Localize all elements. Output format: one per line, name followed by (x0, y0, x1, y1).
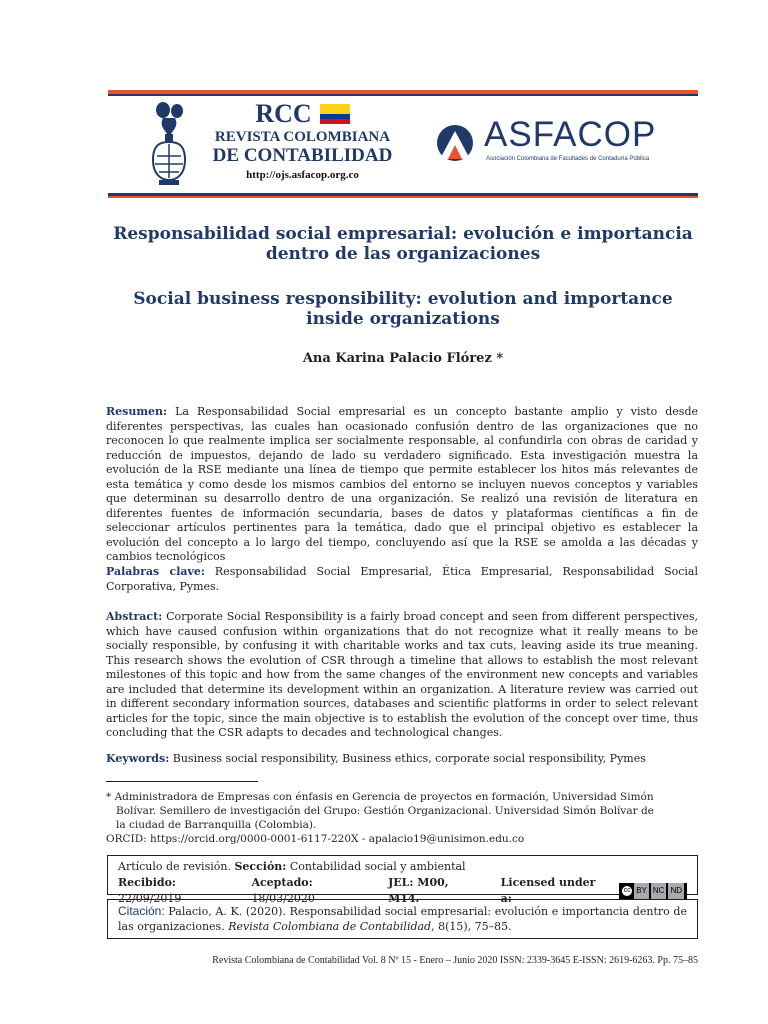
footnote-line3: la ciudad de Barranquilla (Colombia). (116, 819, 317, 831)
page-footer: Revista Colombiana de Contabilidad Vol. 8 Nº 15 - Enero – Junio 2020 ISSN: 2339-3645 E-ISSN: 2619-6263. Pp. 75–85 (212, 955, 698, 966)
article-info-box (107, 855, 698, 905)
keywords-english (106, 752, 698, 767)
abstract-label: Abstract: (106, 610, 163, 623)
recibido-value: 22/09/2019 (118, 892, 182, 905)
keywords-text: Business social responsibility, Business ethics, corporate social responsibility, Pymes (169, 752, 646, 765)
aceptado-label: Aceptado: (251, 876, 313, 889)
title-english: Social business responsibility: evolution and importance inside organizations (133, 289, 673, 329)
jel-label: JEL: (388, 876, 414, 889)
section-label: Sección: (234, 860, 287, 873)
citation-journal: Revista Colombiana de Contabilidad (228, 920, 432, 933)
citation-text-end: , 8(15), 75–85. (431, 920, 512, 933)
title-spanish: Responsabilidad social empresarial: evolución e importancia dentro de las organizaciones (113, 224, 693, 264)
section-value: Contabilidad social y ambiental (286, 860, 466, 873)
citation-label: Citación: (118, 904, 165, 918)
creative-commons-badge[interactable] (619, 883, 687, 899)
journal-name-line1: REVISTA COLOMBIANA (214, 129, 391, 145)
vase-logo-icon (145, 100, 193, 188)
cc-nd-icon: ND (668, 883, 684, 899)
cc-nc-icon: NC (651, 883, 667, 899)
orcid-link[interactable]: ORCID: https://orcid.org/0000-0001-6117-220X - apalacio19@unisimon.edu.co (106, 833, 525, 845)
recibido-label: Recibido: (118, 876, 176, 889)
footnote-divider (106, 781, 258, 782)
jel-value: M00, M14. (388, 876, 449, 905)
rcc-acronym: RCC (255, 99, 312, 128)
footnote-line1: * Administradora de Empresas con énfasis en Gerencia de proyectos en formación, Universidad Simón (106, 791, 654, 803)
asfacop-logo-icon (432, 121, 478, 161)
author-footnote (106, 790, 698, 846)
journal-name-line2: DE CONTABILIDAD (212, 145, 393, 166)
header-rule-bottom (108, 196, 698, 198)
palabras-clave-text: Responsabilidad Social Empresarial, Ética Empresarial, Responsabilidad Social Corporativa, Pymes. (106, 565, 698, 593)
resumen-label: Resumen: (106, 405, 168, 418)
author-name: Ana Karina Palacio Flórez * (302, 351, 504, 366)
citation-box (107, 899, 698, 939)
resumen-text: La Responsabilidad Social empresarial es un concepto bastante amplio y visto desde diferentes perspectivas, las cuales han ocasionado confusión dentro de las organizaciones que no reconocen lo que realmente implica ser socialmente responsable, al confundirla con obras de caridad y reducción de impuestos, dejando de lado su verdadero significado. Esta investigación muestra la evolución de la RSE mediante una línea de tiempo que permite establecer los hitos más relevantes de esta temática y como desde los mismos cambios del entorno se incluyen nuevos conceptos y variables que determinan su desarrollo dentro de una organización. Se realizó una revisión de literatura en diferentes fuentes de información secundaria, bases de datos y plataformas científicas a fin de seleccionar artículos pertinentes para la temática, dado que el principal objetivo es establecer la evolución del concepto a lo largo del tiempo, concluyendo así que la RSE se amolda a las décadas y cambios tecnológicos (106, 405, 698, 563)
abstract-spanish (106, 405, 698, 565)
journal-url-link[interactable]: http://ojs.asfacop.org.co (246, 169, 359, 181)
license-label: Licensed under a: (500, 876, 596, 905)
header-rule-top-navy (108, 94, 698, 96)
cc-by-icon: BY (634, 883, 649, 899)
keywords-label: Keywords: (106, 752, 170, 765)
abstract-english (106, 610, 698, 741)
aceptado-value: 18/03/2020 (251, 892, 315, 905)
asfacop-name: ASFACOP (484, 115, 657, 154)
article-type: Artículo de revisión. (118, 860, 235, 873)
palabras-clave-label: Palabras clave: (106, 565, 205, 578)
journal-brand (200, 100, 405, 181)
footnote-line2: Bolívar. Semillero de investigación del Grupo: Gestión Organizacional. Universidad Simón Bolívar de (116, 805, 654, 817)
asfacop-subtitle: Asociación Colombiana de Facultades de Contaduría Pública (486, 156, 650, 162)
cc-icon: cc (623, 887, 631, 894)
abstract-text: Corporate Social Responsibility is a fairly broad concept and seen from different perspectives, which have caused confusion within organizations that do not recognize what it really means to be socially responsible, by confusing it with charitable works and tax cuts, leaving aside its true meaning. This research shows the evolution of CSR through a timeline that allows to establish the most relevant milestones of this topic and how from the same changes of the environment new concepts and variables are included that determine its development within an organization. A literature review was carried out in different secondary information sources, databases and scientific platforms in order to select relevant articles for the topic, since the main objective is to establish the evolution of the concept over time, thus concluding that the CSR adapts to decades and technological changes. (106, 610, 698, 739)
keywords-spanish (106, 565, 698, 594)
citation-text: Palacio, A. K. (2020). Responsabilidad social empresarial: evolución e importancia dentro de las organizaciones. (118, 905, 687, 933)
colombia-flag-icon (320, 104, 350, 124)
